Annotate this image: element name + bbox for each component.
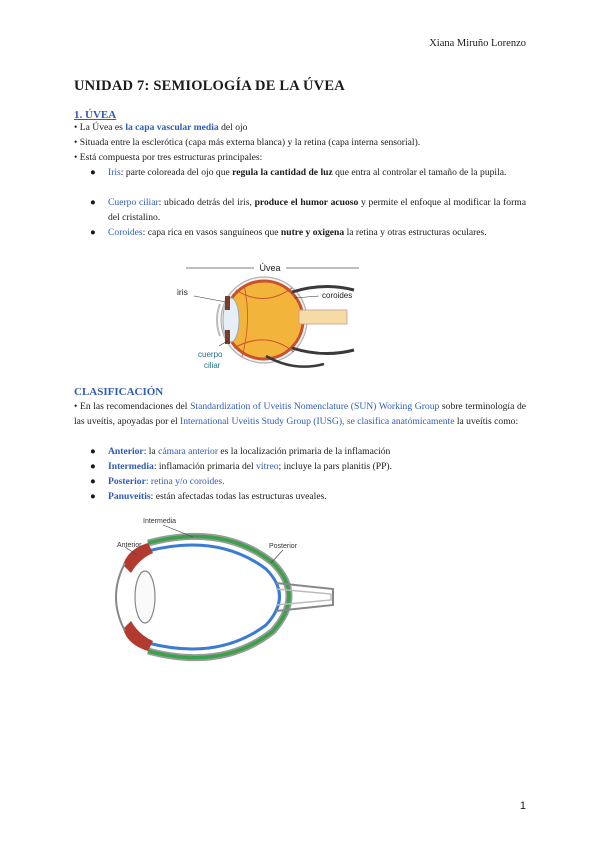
list-item-iris: ● Iris: parte coloreada del ojo que regula la cantidad de luz que entra al controlar el tamaño de la pupila.: [90, 167, 507, 178]
label-coroides: coroides: [322, 291, 353, 300]
label-intermedia: Intermedia: [143, 518, 177, 525]
uvea-line-3: • Está compuesta por tres estructuras principales:: [74, 152, 263, 163]
list-item-intermedia: ● Intermedia: inflamación primaria del vítreo; incluye la pars planitis (PP).: [90, 461, 393, 472]
list-item-posterior: ● Posterior: retina y/o coroides.: [90, 476, 225, 487]
label-iris: iris: [177, 287, 188, 297]
clasificacion-paragraph: • En las recomendaciones del Standardization of Uveitis Nomenclature (SUN) Working Group sobre terminología de las uveítis, apoyadas por el International Uveitis Study Group (IUSG), se clasifica anatómicamente la uveítis como:: [74, 401, 527, 427]
label-uvea: Úvea: [259, 263, 281, 273]
label-ciliar: ciliar: [204, 361, 221, 370]
label-anterior: Anterior: [117, 542, 142, 549]
uvea-line-2: • Situada entre la esclerótica (capa más externa blanca) y la retina (capa interna sensorial).: [74, 137, 421, 148]
label-posterior: Posterior: [269, 543, 298, 550]
list-item-cuerpo-ciliar: ● Cuerpo ciliar: ubicado detrás del iris, produce el humor acuoso y permite el enfoque al modificar la forma del cristalino.: [90, 197, 527, 223]
author-name: Xiana Miruño Lorenzo: [429, 38, 526, 49]
list-item-panuveitis: ● Panuveítis: están afectadas todas las estructuras uveales.: [90, 491, 327, 502]
page-number: 1: [519, 800, 526, 812]
list-item-coroides: ● Coroides: capa rica en vasos sanguíneos que nutre y oxigena la retina y otras estructuras oculares.: [90, 227, 487, 238]
page-title: UNIDAD 7: SEMIOLOGÍA DE LA ÚVEA: [74, 78, 345, 94]
section-heading-clasificacion: CLASIFICACIÓN: [74, 386, 164, 398]
uveitis-classification-diagram: [73, 503, 343, 689]
section-heading-uvea: 1. ÚVEA: [74, 109, 117, 121]
eye-uvea-diagram: [174, 260, 364, 376]
label-cuerpo: cuerpo: [198, 350, 223, 359]
uvea-line-1: • La Úvea es la capa vascular media del ojo: [74, 122, 248, 133]
list-item-anterior: ● Anterior: la cámara anterior es la localización primaria de la inflamación: [90, 446, 391, 457]
